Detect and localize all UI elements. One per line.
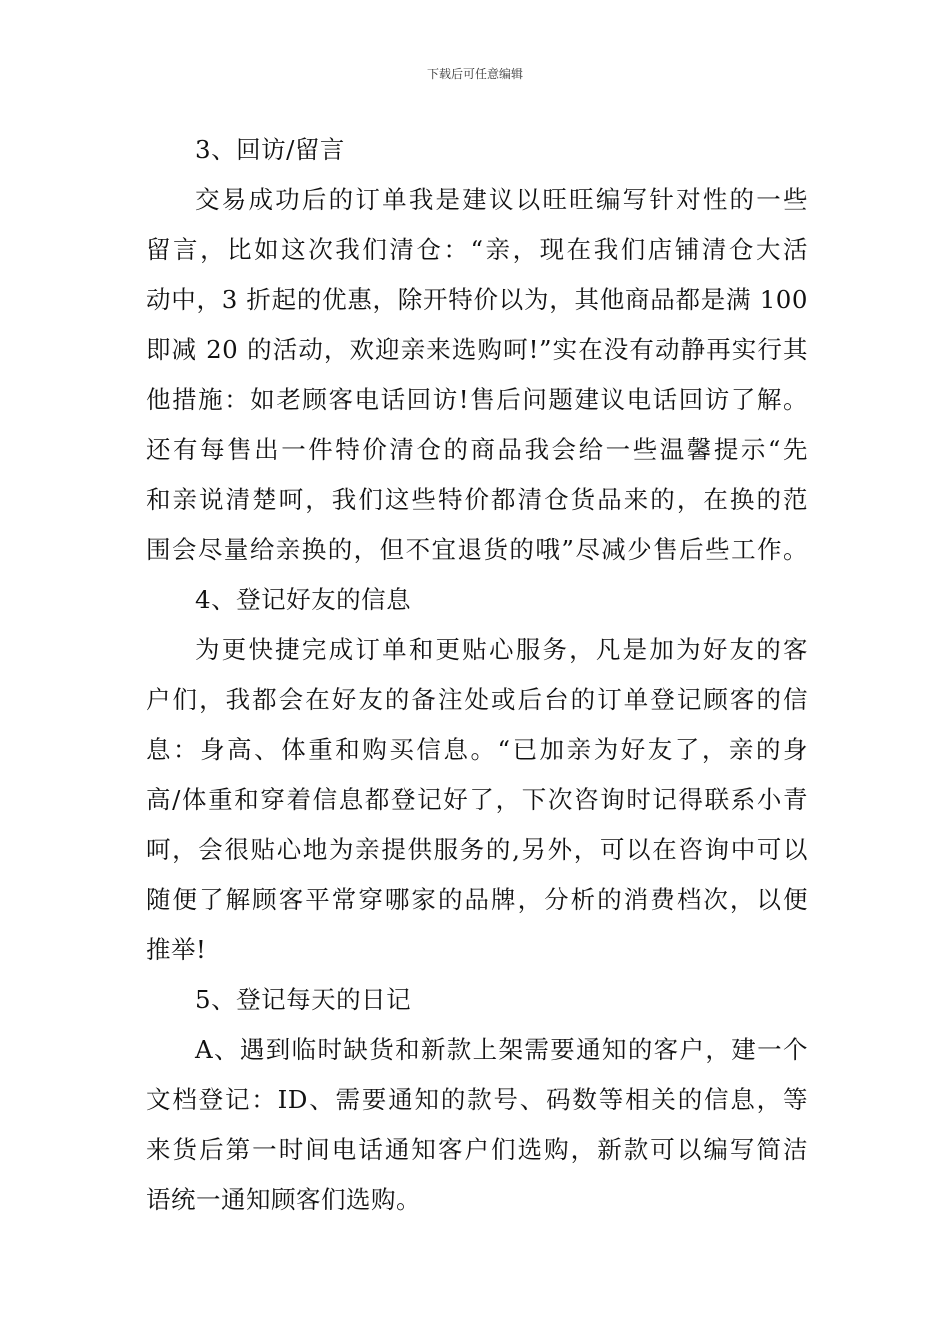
paragraph-line: 和亲说清楚呵，我们这些特价都清仓货品来的，在换的范 xyxy=(146,485,808,514)
paragraph-line: 他措施：如老顾客电话回访!售后问题建议电话回访了解。 xyxy=(146,385,808,414)
section-heading-4: 4、登记好友的信息 xyxy=(195,585,412,614)
section-heading-5: 5、登记每天的日记 xyxy=(195,985,412,1014)
paragraph-line: 围会尽量给亲换的，但不宜退货的哦”尽减少售后些工作。 xyxy=(146,535,808,564)
section-heading-3: 3、回访/留言 xyxy=(195,135,345,164)
paragraph-line: 还有每售出一件特价清仓的商品我会给一些温馨提示“先 xyxy=(146,435,808,464)
paragraph-line: 户们，我都会在好友的备注处或后台的订单登记顾客的信 xyxy=(146,685,808,714)
paragraph-line: 即减 20 的活动，欢迎亲来选购呵!”实在没有动静再实行其 xyxy=(146,335,808,364)
paragraph-line: 文档登记：ID、需要通知的款号、码数等相关的信息，等 xyxy=(146,1085,808,1114)
paragraph-line: 随便了解顾客平常穿哪家的品牌，分析的消费档次，以便 xyxy=(146,885,808,914)
paragraph-line: A、遇到临时缺货和新款上架需要通知的客户，建一个 xyxy=(195,1035,808,1064)
paragraph-line: 语统一通知顾客们选购。 xyxy=(146,1185,421,1214)
paragraph-line: 高/体重和穿着信息都登记好了，下次咨询时记得联系小青 xyxy=(146,785,808,814)
page-header-note: 下载后可任意编辑 xyxy=(426,67,523,81)
paragraph-line: 呵，会很贴心地为亲提供服务的,另外，可以在咨询中可以 xyxy=(146,835,808,864)
paragraph-line: 为更快捷完成订单和更贴心服务，凡是加为好友的客 xyxy=(195,635,808,664)
document-body xyxy=(146,125,808,1225)
paragraph-line: 来货后第一时间电话通知客户们选购，新款可以编写简洁 xyxy=(146,1135,808,1164)
paragraph-line: 交易成功后的订单我是建议以旺旺编写针对性的一些 xyxy=(195,185,808,214)
paragraph-line: 推举! xyxy=(146,935,207,964)
paragraph-line: 息：身高、体重和购买信息。“已加亲为好友了，亲的身 xyxy=(146,735,808,764)
paragraph-line: 留言，比如这次我们清仓：“亲，现在我们店铺清仓大活 xyxy=(146,235,808,264)
paragraph-line: 动中，3 折起的优惠，除开特价以为，其他商品都是满 100 xyxy=(146,285,808,314)
